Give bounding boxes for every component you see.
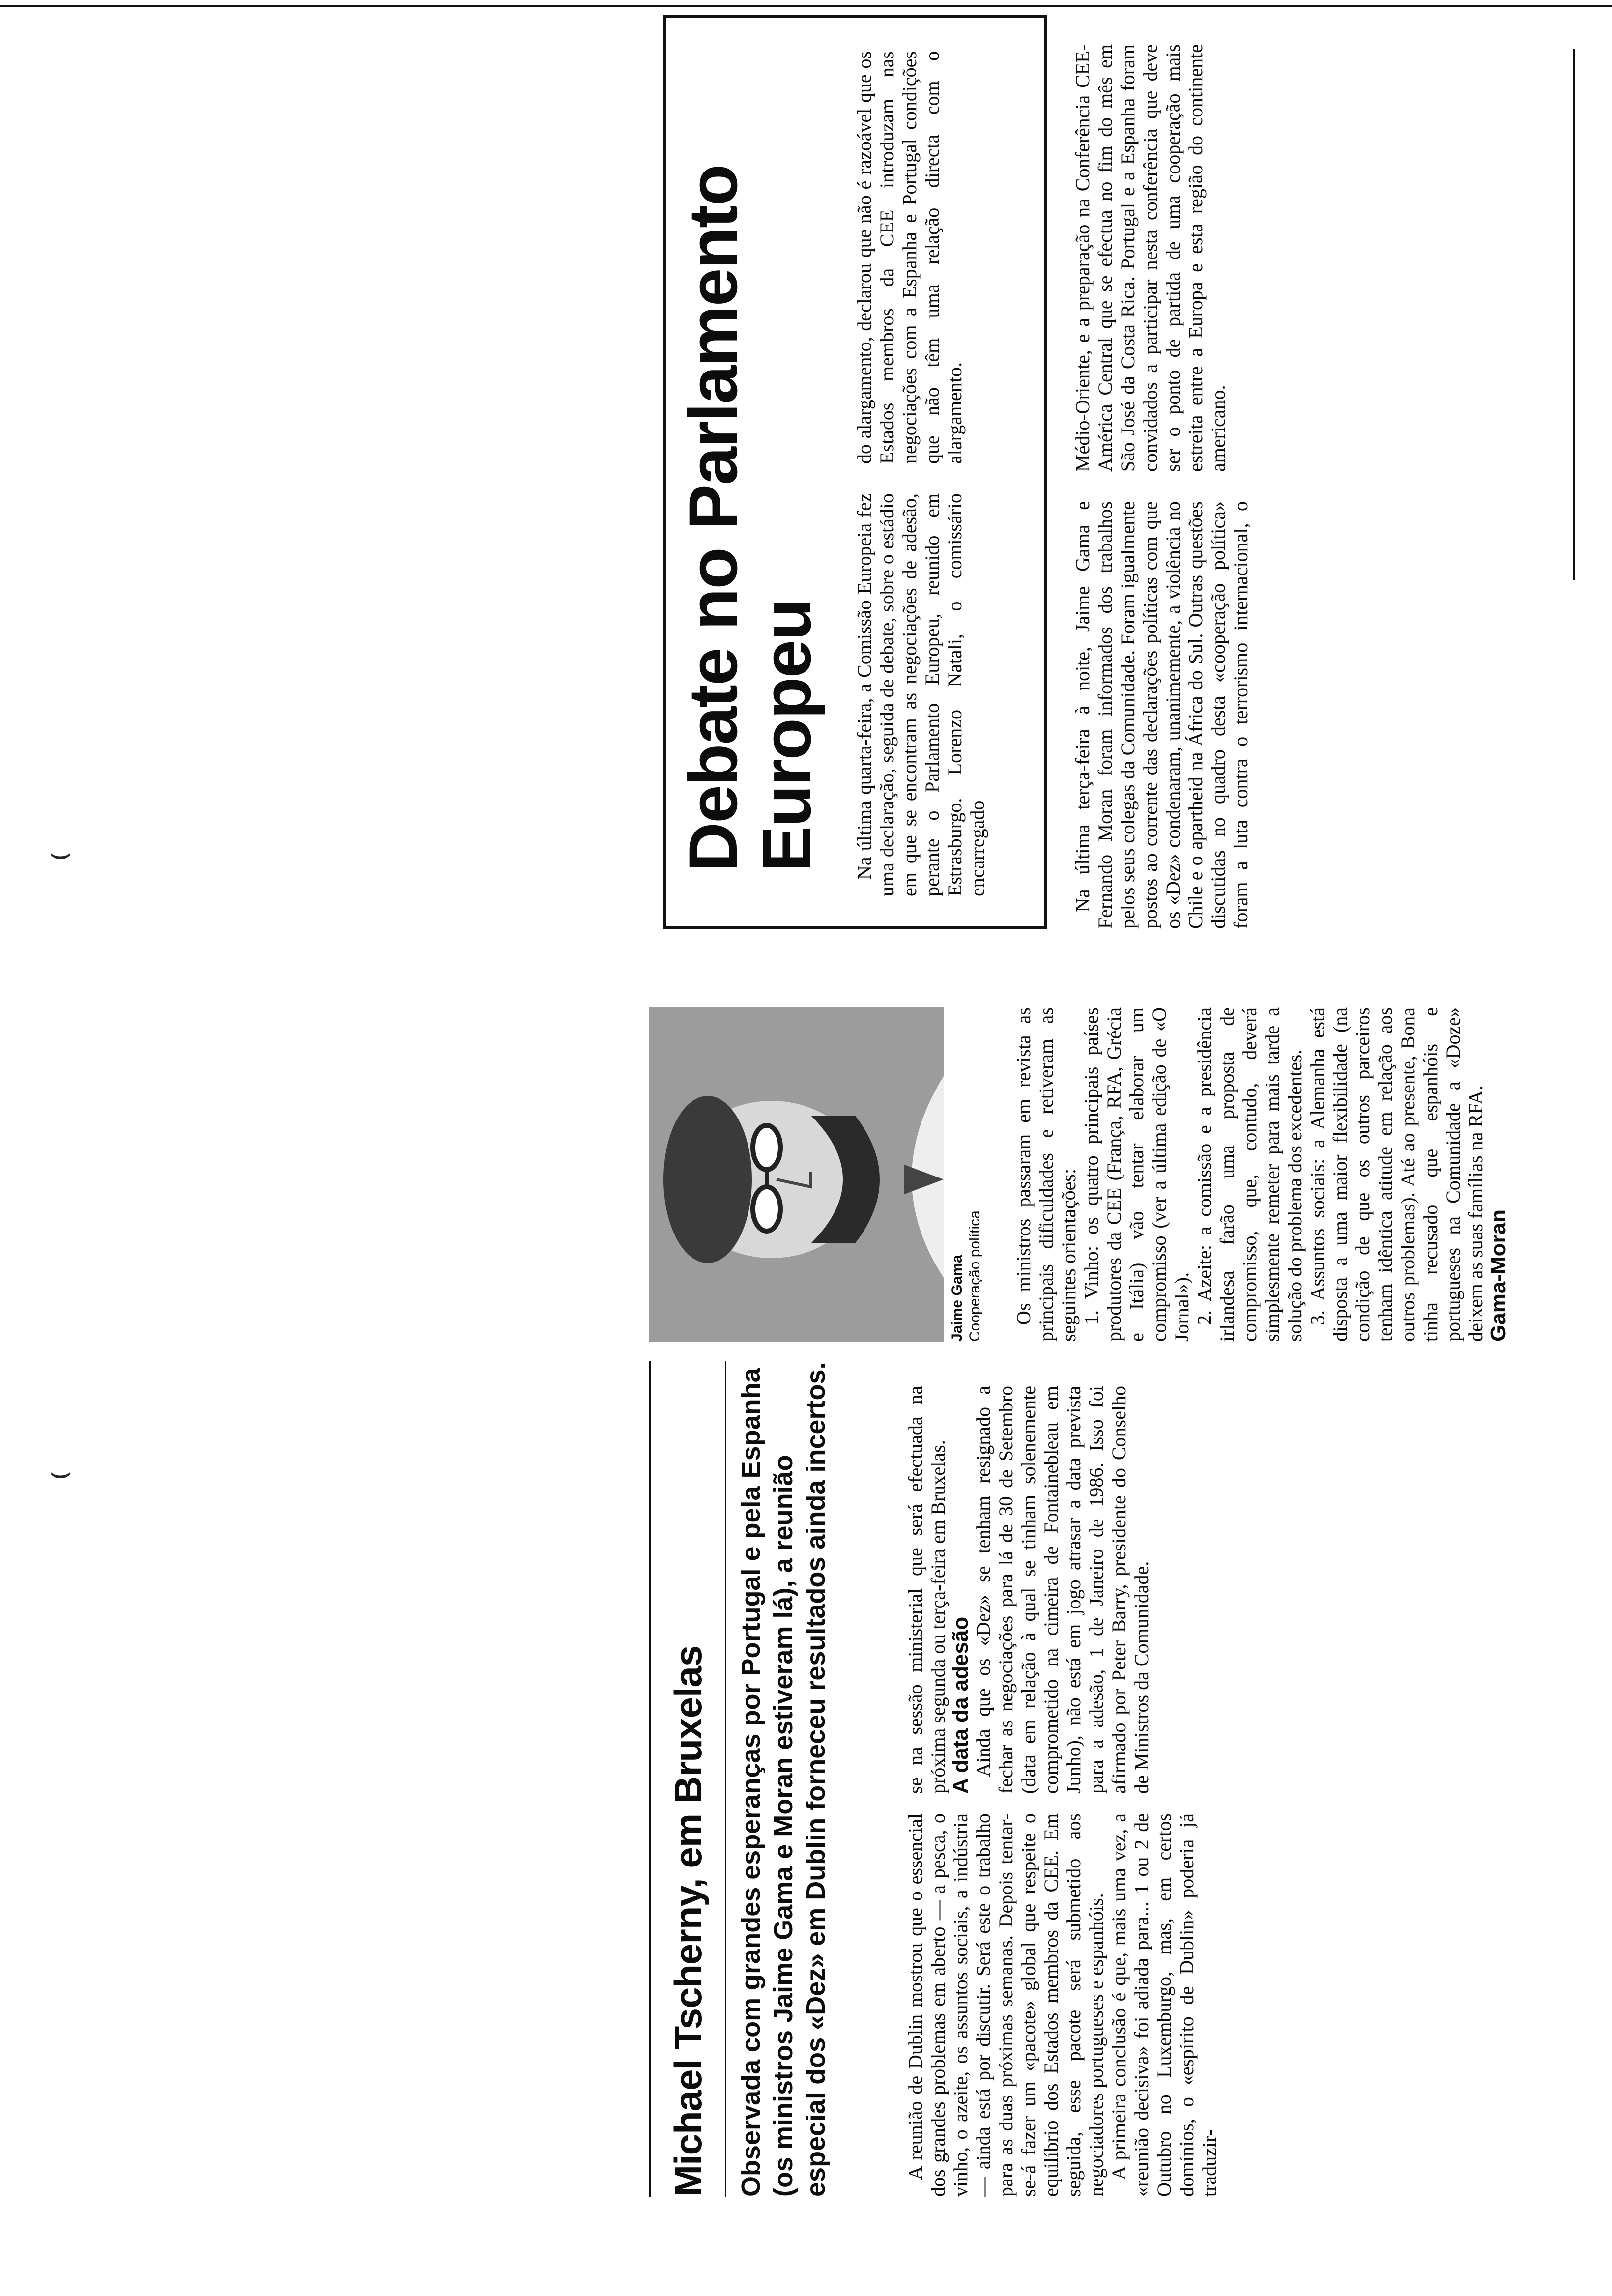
paragraph: A primeira conclusão é que, mais uma vez, a «reunião decisiva» foi adiada para... 1 ou 2 de Outubro no Luxemburgo, mas, em certos domínios, o «espírito de Dublin» poderia já traduzir-: [1108, 1813, 1220, 2197]
article-column-3: [1012, 1007, 1510, 1342]
article-column-1: [904, 1813, 1221, 2197]
scan-mark: ⌣: [49, 832, 72, 873]
paragraph: do alargamento, declarou que não é razoável que os Estados membros da CEE introduzam nas negociações com a Espanha e Portugal condições que não têm uma relação directa com o alargamento.: [853, 51, 966, 464]
byline: Michael Tscherny, em Bruxelas: [649, 1361, 726, 2197]
newspaper-clipping: [649, 44, 1583, 2211]
box-column-1: [853, 493, 989, 896]
caption-subtitle: Cooperação política: [967, 1210, 983, 1342]
paragraph: Os ministros passaram em revista as principais dificuldades e retiveram as seguintes orientações:: [1012, 1007, 1080, 1342]
article-column-4: [1071, 44, 1252, 929]
paragraph-assuntos-sociais: 3. Assuntos sociais: a Alemanha está disposta a uma maior flexibilidade (na condição de que os outros parceiros tenham idêntica atitude em relação aos outros problemas). Até ao presente, Bona tinha recusado que espanhóis e portugueses na Comunidade a «Doze» deixem as suas famílias na RFA.: [1306, 1007, 1487, 1342]
paragraph: A reunião de Dublin mostrou que o essencial dos grandes problemas em aberto — a pesca, o vinho, o azeite, os assuntos sociais, a indústria — ainda está por discutir. Será este o trabalho para as duas próximas semanas. Depois tentar-se-á fazer um «pacote» global que respeite o equilíbrio dos Estados membros da CEE. Em seguida, esse pacote será submetido aos negociadores portugueses e espanhóis.: [904, 1813, 1107, 2197]
scan-mark: ⌣: [49, 1452, 72, 1492]
paragraph: Na última quarta-feira, a Comissão Europeia fez uma declaração, seguida de debate, sobre o estádio em que se encontram as negociações de adesão, perante o Parlamento Europeu, reunido em Estrasburgo. Lorenzo Natali, o comissário encarregado: [853, 493, 988, 896]
box-headline: Debate no Parlamento Europeu: [674, 165, 825, 872]
subhead-adesao: A data da adesão: [949, 1616, 973, 1794]
portrait-image: [649, 1007, 944, 1342]
caption-name: Jaime Gama: [949, 1255, 965, 1342]
lead-paragraph: Observada com grandes esperanças por Portugal e pela Espanha (os ministros Jaime Gama e Moran estiveram lá), a reunião especial dos «Dez» em Dublin forneceu resultados ainda incertos.: [736, 1362, 831, 2197]
sidebar-box: [663, 15, 1047, 929]
paragraph: Na última terça-feira à noite, Jaime Gama e Fernando Moran foram informados dos trabalhos pelos seus colegas da Comunidade. Foram igualmente postos ao corrente das declarações políticas com que os «Dez» condenaram, unanimemente, a violência no Chile e o apartheid na África do Sul. Outras questões discutidas no quadro desta «cooperação política» foram a luta contra o terrorismo internacional, o Médio-Oriente, e a preparação na Conferência CEE-América Central que se efectua no fim do mês em São José da Costa Rica. Portugal e a Espanha foram convidados a participar nesta conferência que deve ser o ponto de partida de uma cooperação mais estreita entre a Europa e esta região do continente americano.: [1071, 44, 1252, 929]
photo-caption: [949, 1007, 984, 1342]
subhead-gama-moran: Gama-Moran: [1486, 1209, 1510, 1342]
portrait-photo: [649, 1007, 944, 1342]
paragraph: Ainda que os «Dez» se tenham resignado a fechar as negociações para lá de 30 de Setembro (data em relação à qual se tinham solenemente comprometido na cimeira de Fontainebleau em Junho), não está em jogo atrasar a data prevista para a adesão, 1 de Janeiro de 1986. Isso foi afirmado por Peter Barry, presidente do Conselho de Ministros da Comunidade.: [972, 1386, 1152, 1794]
paragraph-vinho: 1. Vinho: os quatro principais países produtores da CEE (França, RFA, Grécia e Itália) vão tentar elaborar um compromisso (ver a última edição de «O Jornal»).: [1080, 1007, 1193, 1342]
box-column-2: [853, 51, 966, 464]
column-rule: [1573, 49, 1575, 580]
top-rule: [0, 5, 1612, 7]
paragraph: se na sessão ministerial que será efectuada na próxima segunda ou terça-feira em Bruxelas.: [904, 1386, 949, 1794]
paragraph-azeite: 2. Azeite: a comissão e a presidência irlandesa farão uma proposta de compromisso, que, contudo, deverá simplesmente remeter para mais tarde a solução do problema dos excedentes.: [1193, 1007, 1306, 1342]
article-column-2: [904, 1386, 1153, 1794]
